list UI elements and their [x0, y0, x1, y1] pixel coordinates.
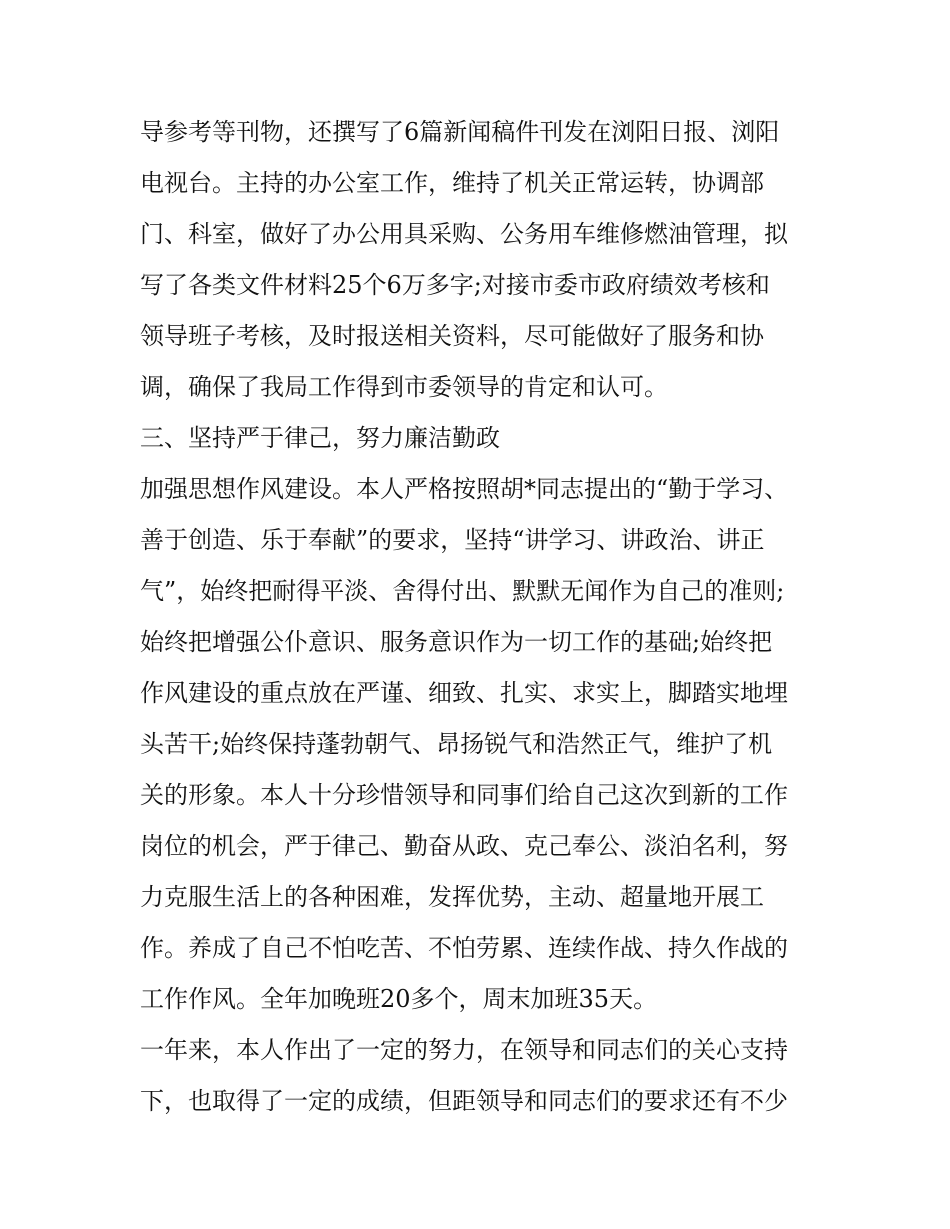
text-line: 岗位的机会，严于律己、勤奋从政、克己奉公、淡泊名利，努	[140, 832, 788, 860]
text-line: 一年来，本人作出了一定的努力，在领导和同志们的关心支持	[140, 1036, 788, 1064]
text-line: 调，确保了我局工作得到市委领导的肯定和认可。	[140, 373, 668, 401]
text-line: 门、科室，做好了办公用具采购、公务用车维修燃油管理，拟	[140, 220, 788, 248]
text-line: 下，也取得了一定的成绩，但距领导和同志们的要求还有不少	[140, 1087, 788, 1115]
text-line: 气”，始终把耐得平淡、舍得付出、默默无闻作为自己的准则;	[140, 577, 785, 605]
document-body	[140, 107, 820, 1127]
text-line: 导参考等刊物，还撰写了6篇新闻稿件刊发在浏阳日报、浏阳	[140, 118, 780, 146]
text-line: 领导班子考核，及时报送相关资料，尽可能做好了服务和协	[140, 322, 764, 350]
text-line: 作。养成了自己不怕吃苦、不怕劳累、连续作战、持久作战的	[140, 934, 788, 962]
section-heading: 三、坚持严于律己，努力廉洁勤政	[140, 424, 500, 452]
text-line: 始终把增强公仆意识、服务意识作为一切工作的基础;始终把	[140, 628, 773, 656]
text-line: 写了各类文件材料25个6万多字;对接市委市政府绩效考核和	[140, 271, 770, 299]
text-line: 力克服生活上的各种困难，发挥优势，主动、超量地开展工	[140, 883, 764, 911]
text-line: 加强思想作风建设。本人严格按照胡*同志提出的“勤于学习、	[140, 475, 789, 503]
text-line: 作风建设的重点放在严谨、细致、扎实、求实上，脚踏实地埋	[140, 679, 788, 707]
text-line: 善于创造、乐于奉献”的要求，坚持“讲学习、讲政治、讲正	[140, 526, 765, 554]
text-line: 头苦干;始终保持蓬勃朝气、昂扬锐气和浩然正气，维护了机	[140, 730, 773, 758]
text-line: 工作作风。全年加晚班20多个，周末加班35天。	[140, 985, 658, 1013]
text-line: 关的形象。本人十分珍惜领导和同事们给自己这次到新的工作	[140, 781, 788, 809]
text-line: 电视台。主持的办公室工作，维持了机关正常运转，协调部	[140, 169, 764, 197]
